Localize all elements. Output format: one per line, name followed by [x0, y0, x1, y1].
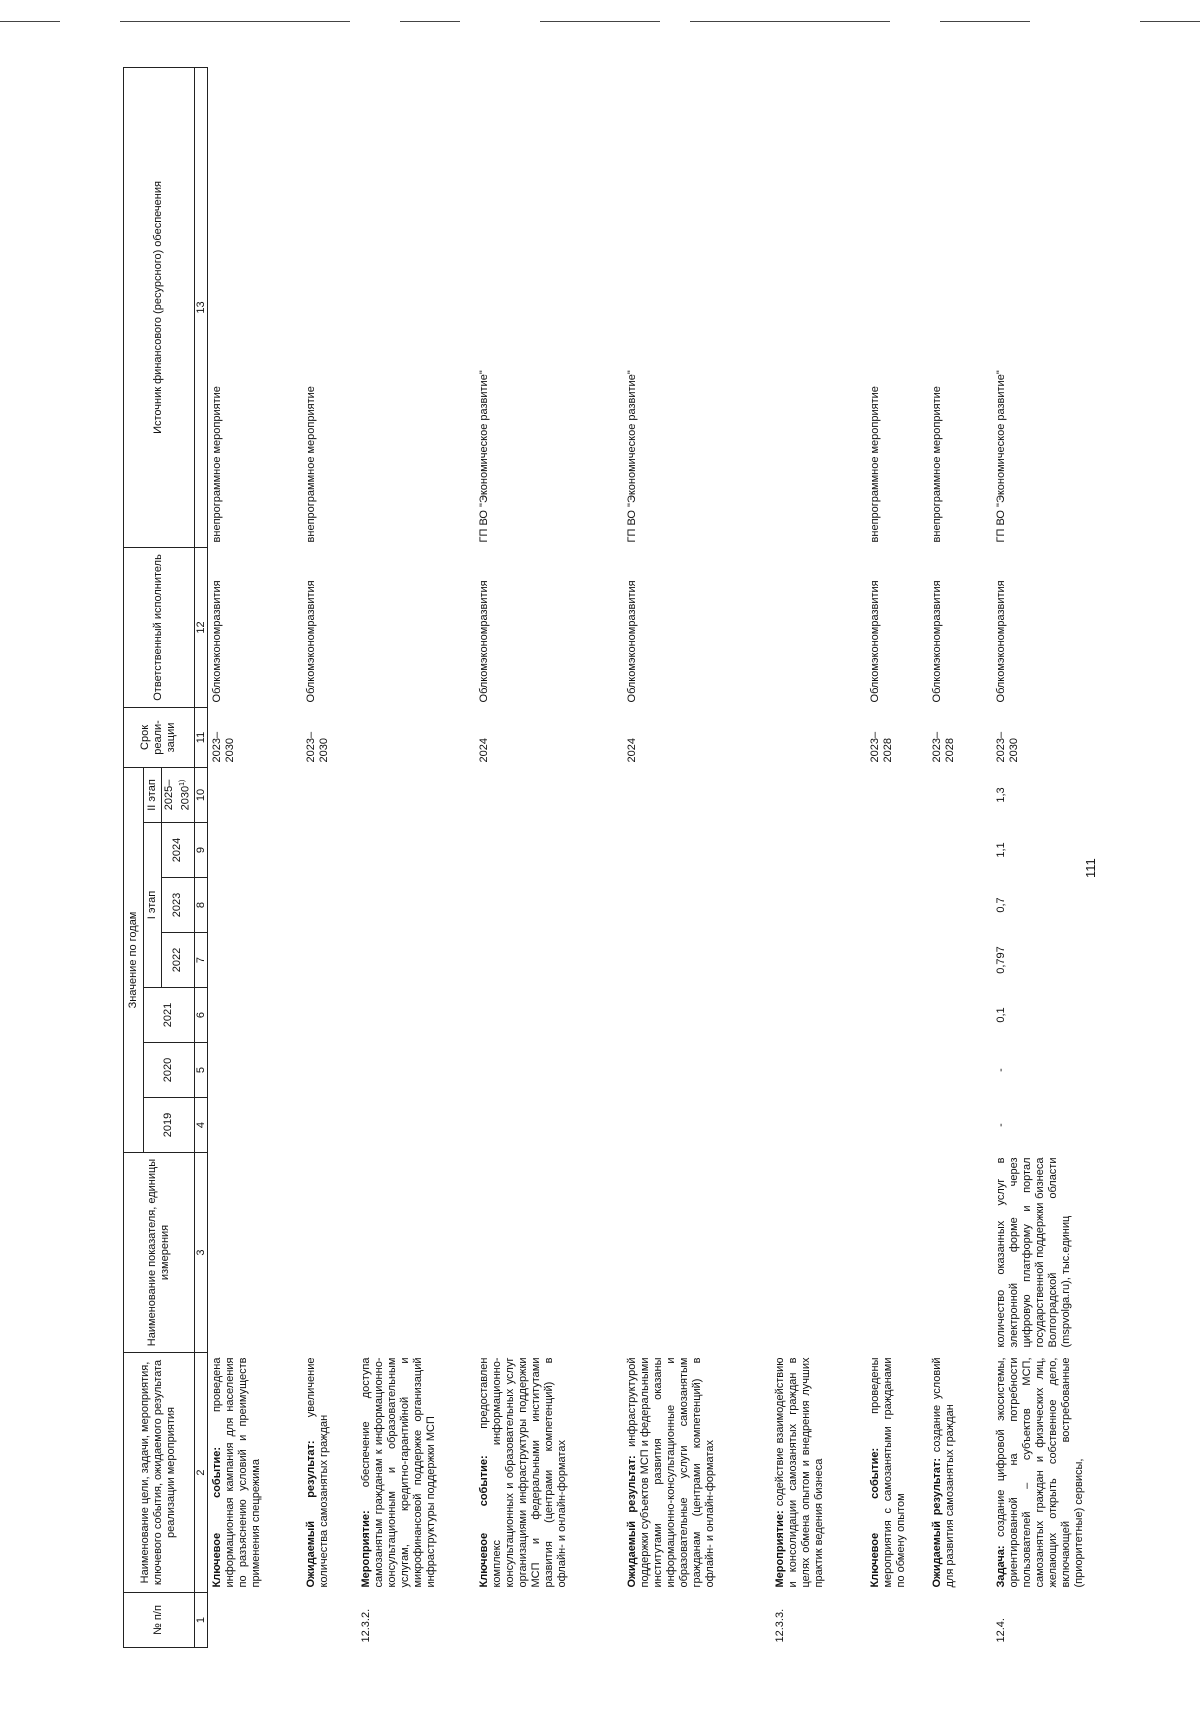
- row-text: обеспечение доступа самозанятым гражданам к информационно-консультационным и образовательным услугам, кредитно-гарантийной и микрофинансовой поддержке организаций инфраструктуры поддержки МСП: [360, 1357, 438, 1588]
- col-number: 9: [194, 823, 207, 878]
- row-period: 2023–2028: [869, 731, 895, 763]
- row-executor: Облкомэкономразвития: [626, 580, 639, 703]
- row-v2019: [866, 1098, 928, 1153]
- row-v2024: [207, 823, 302, 878]
- row-v2021: [475, 988, 623, 1043]
- row-v2019: [302, 1098, 357, 1153]
- row-v2022: [357, 933, 475, 988]
- row-num: 12.3.3.: [774, 1608, 787, 1643]
- row-executor: [357, 547, 475, 707]
- scan-edge-line: [940, 21, 1030, 22]
- row-v2023: [866, 878, 928, 933]
- header-2021: 2021: [144, 988, 195, 1043]
- row-label: Ожидаемый результат:: [305, 1440, 318, 1588]
- row-name: [207, 1353, 302, 1593]
- header-executor: Ответственный исполнитель: [124, 547, 195, 707]
- row-v2023: [623, 878, 771, 933]
- row-v2025: [928, 767, 992, 822]
- row-executor: Облкомэкономразвития: [305, 580, 318, 703]
- row-source: внепрограммное мероприятие: [305, 386, 318, 543]
- row-text: увеличение количества самозанятых граждан: [305, 1357, 331, 1588]
- col-number: 12: [194, 547, 207, 707]
- row-executor: Облкомэкономразвития: [210, 580, 223, 703]
- header-period: Срок реали-зации: [124, 707, 195, 767]
- header-2024: 2024: [162, 823, 195, 878]
- row-v2021: [928, 988, 992, 1043]
- row-executor: Облкомэкономразвития: [869, 580, 882, 703]
- row-name: [992, 1353, 1122, 1593]
- row-v2021: [866, 988, 928, 1043]
- col-number: 11: [194, 707, 207, 767]
- row-executor: Облкомэкономразвития: [478, 580, 491, 703]
- row-v2025: 1,3: [995, 787, 1008, 803]
- row-v2020: -: [995, 1068, 1008, 1072]
- table-row: [302, 67, 357, 1647]
- col-number: 6: [194, 988, 207, 1043]
- row-v2022: [623, 933, 771, 988]
- row-indicator: [928, 1153, 992, 1353]
- row-v2020: [928, 1043, 992, 1098]
- row-v2025: [302, 767, 357, 822]
- header-stage2: II этап: [144, 767, 162, 822]
- scan-edge-line: [1140, 21, 1200, 22]
- row-v2023: [771, 878, 866, 933]
- row-text: инфраструктурой поддержки субъектов МСП и федеральными институтами развития оказаны информационно-консультационные и образовательные услуги самозанятым гражданам (центрами компетенций) в офлайн- и онлайн-форматах: [626, 1357, 717, 1588]
- row-v2020: [207, 1043, 302, 1098]
- row-indicator: [866, 1153, 928, 1353]
- row-source: внепрограммное мероприятие: [931, 386, 944, 543]
- header-values-by-year: Значение по годам: [124, 767, 144, 1152]
- row-text: проведена информационная кампания для населения по разъяснению условий и преимуществ применения спецрежима: [210, 1357, 262, 1588]
- row-name: [475, 1353, 623, 1593]
- header-num: № п/п: [124, 1593, 195, 1648]
- scan-edge-line: [690, 21, 890, 22]
- row-label: Мероприятие:: [360, 1510, 373, 1588]
- row-v2021: 0,1: [995, 1007, 1008, 1023]
- row-v2023: [302, 878, 357, 933]
- col-number: 5: [194, 1043, 207, 1098]
- header-2022: 2022: [162, 933, 195, 988]
- table-row: [357, 67, 475, 1647]
- rotated-page-content: [123, 68, 1127, 1648]
- row-v2024: [475, 823, 623, 878]
- row-executor: Облкомэкономразвития: [931, 580, 944, 703]
- row-v2025: [207, 767, 302, 822]
- header-name: Наименование цели, задачи, мероприятия, ключевого события, ожидаемого результата реализации мероприятия: [124, 1353, 195, 1593]
- row-v2023: [928, 878, 992, 933]
- table-row: [623, 67, 771, 1647]
- row-v2025: [771, 767, 866, 822]
- row-v2019: -: [995, 1123, 1008, 1127]
- row-v2022: 0,797: [995, 946, 1008, 974]
- table-header: [124, 67, 208, 1647]
- row-text: предоставлен комплекс информационно-консультационных и образовательных услуг организациями инфраструктуры поддержки МСП и федеральными институтами развития (центрами компетенций) в офлайн- и онлайн-форматах: [478, 1357, 569, 1588]
- row-indicator: [357, 1153, 475, 1353]
- row-v2020: [357, 1043, 475, 1098]
- page-number: 111: [1083, 858, 1098, 878]
- footnote-mark: 1): [179, 779, 186, 786]
- row-v2023: 0,7: [995, 897, 1008, 913]
- row-v2023: [207, 878, 302, 933]
- row-num: 12.4.: [995, 1618, 1008, 1643]
- header-source: Источник финансового (ресурсного) обеспечения: [124, 67, 195, 547]
- table-row: [928, 67, 992, 1647]
- table-row: [992, 67, 1122, 1647]
- row-num: 12.3.2.: [360, 1608, 373, 1643]
- col-number: 10: [194, 767, 207, 822]
- row-v2020: [302, 1043, 357, 1098]
- row-indicator: [207, 1153, 302, 1353]
- row-v2021: [357, 988, 475, 1043]
- table-row: [866, 67, 928, 1647]
- row-v2022: [866, 933, 928, 988]
- row-indicator: [623, 1153, 771, 1353]
- row-executor: Облкомэкономразвития: [995, 580, 1008, 703]
- row-v2024: [771, 823, 866, 878]
- row-v2024: 1,1: [995, 842, 1008, 858]
- row-indicator: [475, 1153, 623, 1353]
- row-v2022: [771, 933, 866, 988]
- table-row: [475, 67, 623, 1647]
- row-v2020: [475, 1043, 623, 1098]
- plan-table: [123, 67, 1122, 1648]
- row-source: ГП ВО "Экономическое развитие": [995, 370, 1008, 543]
- row-v2022: [928, 933, 992, 988]
- table-row: [771, 67, 866, 1647]
- scan-edge-line: [540, 21, 660, 22]
- table-row: [207, 67, 302, 1647]
- row-num: [475, 1593, 623, 1648]
- header-indicator: Наименование показателя, единицы измерения: [124, 1153, 195, 1353]
- col-number: 8: [194, 878, 207, 933]
- col-number: 7: [194, 933, 207, 988]
- row-v2024: [928, 823, 992, 878]
- row-v2025: [866, 767, 928, 822]
- header-2025-text: 2025–2030: [163, 779, 192, 811]
- row-v2019: [623, 1098, 771, 1153]
- row-label: Ключевое событие:: [210, 1446, 223, 1588]
- header-2019: 2019: [144, 1098, 195, 1153]
- scan-edge-line: [400, 21, 460, 22]
- table-body: [207, 67, 1122, 1647]
- row-v2019: [771, 1098, 866, 1153]
- row-period: [771, 707, 866, 767]
- row-source: [357, 67, 475, 547]
- col-number: 4: [194, 1098, 207, 1153]
- row-v2022: [207, 933, 302, 988]
- row-name: [928, 1353, 992, 1593]
- row-period: 2023–2030: [995, 731, 1021, 763]
- row-num: [302, 1593, 357, 1648]
- row-v2021: [771, 988, 866, 1043]
- row-source: внепрограммное мероприятие: [869, 386, 882, 543]
- row-v2022: [302, 933, 357, 988]
- row-text: создание условий для развития самозанятых граждан: [931, 1357, 957, 1588]
- row-v2024: [623, 823, 771, 878]
- row-label: Ключевое событие:: [869, 1447, 882, 1588]
- row-name: [866, 1353, 928, 1593]
- row-source: [771, 67, 866, 547]
- row-label: Задача:: [995, 1545, 1008, 1588]
- row-v2023: [357, 878, 475, 933]
- row-v2023: [475, 878, 623, 933]
- row-v2019: [357, 1098, 475, 1153]
- row-period: 2024: [478, 737, 491, 763]
- scan-edge-line: [120, 21, 350, 22]
- row-v2019: [475, 1098, 623, 1153]
- row-period: [357, 707, 475, 767]
- row-name: [302, 1353, 357, 1593]
- row-v2020: [771, 1043, 866, 1098]
- row-v2021: [623, 988, 771, 1043]
- row-executor: [771, 547, 866, 707]
- row-indicator: количество оказанных услуг в электронной форме через цифровую платформу и портал государственной поддержки бизнеса Волгоградской области (mspvolga.ru), тыс.единиц: [995, 1157, 1073, 1348]
- row-v2020: [866, 1043, 928, 1098]
- row-source: ГП ВО "Экономическое развитие": [478, 370, 491, 543]
- col-number: 13: [194, 67, 207, 547]
- row-v2021: [207, 988, 302, 1043]
- row-indicator: [302, 1153, 357, 1353]
- col-number: 2: [194, 1353, 207, 1593]
- row-source: ГП ВО "Экономическое развитие": [626, 370, 639, 543]
- row-name: [771, 1353, 866, 1593]
- row-text: проведены мероприятия с самозанятыми гражданами по обмену опытом: [869, 1357, 908, 1588]
- row-v2020: [623, 1043, 771, 1098]
- header-2023: 2023: [162, 878, 195, 933]
- col-number: 3: [194, 1153, 207, 1353]
- row-label: Ожидаемый результат:: [931, 1457, 944, 1588]
- row-v2024: [302, 823, 357, 878]
- row-v2025: [475, 767, 623, 822]
- row-label: Мероприятие:: [774, 1510, 787, 1588]
- header-2020: 2020: [144, 1043, 195, 1098]
- row-period: 2023–2028: [931, 731, 957, 763]
- row-text: создание цифровой экосистемы, ориентированной на потребности пользователей – субъектов МСП, самозанятых граждан и физических лиц, желающих открыть собственное дело, включающей востребованные (приоритетные) сервисы,: [995, 1357, 1086, 1588]
- row-v2022: [475, 933, 623, 988]
- row-num: [623, 1593, 771, 1648]
- row-num: [928, 1593, 992, 1648]
- row-text: содействие взаимодействию и консолидации самозанятых граждан в целях обмена опытом и внедрения лучших практик ведения бизнеса: [774, 1357, 826, 1588]
- row-label: Ожидаемый результат:: [626, 1455, 639, 1588]
- row-period: 2024: [626, 737, 639, 763]
- row-indicator: [771, 1153, 866, 1353]
- scan-edge-line: [0, 21, 60, 22]
- row-num: [207, 1593, 302, 1648]
- row-name: [623, 1353, 771, 1593]
- row-num: [866, 1593, 928, 1648]
- col-number: 1: [194, 1593, 207, 1648]
- row-source: внепрограммное мероприятие: [210, 386, 223, 543]
- header-2025: [162, 767, 195, 822]
- row-v2021: [302, 988, 357, 1043]
- header-stage1: I этап: [144, 823, 162, 988]
- row-v2024: [866, 823, 928, 878]
- row-v2025: [357, 767, 475, 822]
- row-period: 2023–2030: [305, 731, 331, 763]
- row-period: 2023–2030: [210, 731, 236, 763]
- row-v2025: [623, 767, 771, 822]
- row-v2019: [928, 1098, 992, 1153]
- row-v2019: [207, 1098, 302, 1153]
- row-name: [357, 1353, 475, 1593]
- row-label: Ключевое событие:: [478, 1455, 491, 1588]
- row-v2024: [357, 823, 475, 878]
